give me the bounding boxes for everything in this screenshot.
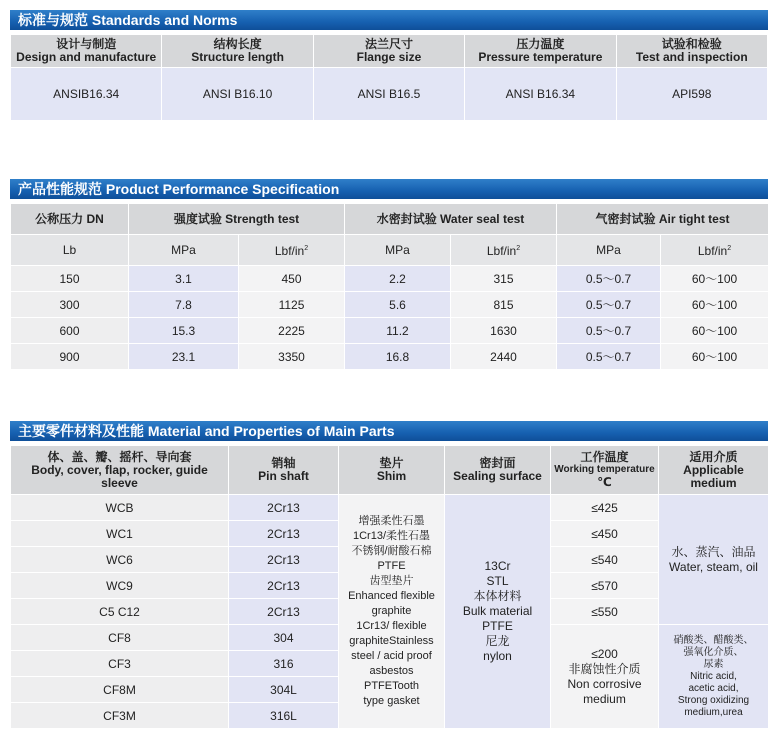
cell: 16.8 [345, 344, 451, 370]
shim-line: PTFE [377, 560, 406, 572]
cell: 60～100 [661, 292, 769, 318]
value-structure: ANSI B16.10 [162, 68, 313, 121]
performance-title: 产品性能规范 Product Performance Specification [18, 181, 340, 197]
cell: 5.6 [345, 292, 451, 318]
cell: 0.5～0.7 [557, 318, 661, 344]
medium-upper-cell [659, 495, 769, 625]
unit-lbf-text: Lbf/in [274, 244, 305, 258]
header-strength-test: 强度试验 Strength test [129, 204, 345, 235]
seal-line: 13Cr [484, 559, 511, 573]
temp-value: ≤550 [551, 599, 659, 625]
body-material: CF3M [11, 703, 229, 729]
shim-line: PTFETooth [363, 680, 420, 692]
temp-lower-line: ≤200 [591, 646, 618, 661]
header-nominal-pressure: 公称压力 DN [11, 204, 129, 235]
cell: 11.2 [345, 318, 451, 344]
header-pressure-temp-en: Pressure temperature [478, 50, 603, 64]
header-test [616, 35, 767, 68]
header-pin [229, 446, 339, 495]
header-pressure-temp [465, 35, 616, 68]
header-water-seal-test: 水密封试验 Water seal test [345, 204, 557, 235]
header-air-tight-test: 气密封试验 Air tight test [557, 204, 769, 235]
pin-material: 2Cr13 [229, 521, 339, 547]
cell: 60～100 [661, 344, 769, 370]
seal-line: PTFE [482, 619, 513, 633]
value-pressure-temp: ANSI B16.34 [465, 68, 616, 121]
seal-line: nylon [483, 649, 512, 663]
shim-line: Enhanced flexible [348, 590, 435, 602]
medium-line: acetic acid, [688, 682, 739, 694]
standards-title: 标准与规范 Standards and Norms [18, 12, 238, 28]
standards-banner [10, 10, 768, 30]
header-design-cn: 设计与制造 [56, 37, 117, 51]
shim-line: 1Cr13/ flexible [356, 620, 427, 632]
cell: 60～100 [661, 266, 769, 292]
pin-material: 2Cr13 [229, 573, 339, 599]
cell: 150 [11, 266, 129, 292]
body-material: WC6 [11, 547, 229, 573]
unit-lbf-water [451, 235, 557, 266]
unit-lbf-text: Lbf/in [486, 244, 517, 258]
unit-sup: 2 [516, 245, 521, 252]
table-row [11, 318, 769, 344]
seal-line: Bulk material [462, 604, 533, 618]
medium-line: 强氧化介质、 [683, 646, 744, 658]
header-structure-en: Structure length [191, 50, 284, 64]
shim-line: 增强柔性石墨 [358, 515, 425, 527]
table-row [11, 495, 769, 521]
performance-table [10, 203, 769, 370]
header-temp-unit: ℃ [597, 475, 612, 489]
header-temp-cn: 工作温度 [580, 450, 629, 464]
header-shim-cn: 垫片 [379, 456, 404, 470]
header-seal-cn: 密封面 [479, 456, 516, 470]
header-medium-en: Applicable medium [683, 462, 744, 490]
unit-lbf-strength [239, 235, 345, 266]
cell: 7.8 [129, 292, 239, 318]
header-design [11, 35, 162, 68]
header-test-en: Test and inspection [635, 50, 748, 64]
body-material: CF8M [11, 677, 229, 703]
materials-title: 主要零件材料及性能 Material and Properties of Main Parts [18, 423, 395, 439]
unit-lb: Lb [11, 235, 129, 266]
cell: 23.1 [129, 344, 239, 370]
value-design: ANSIB16.34 [11, 68, 162, 121]
temp-value: ≤540 [551, 547, 659, 573]
unit-mpa-water: MPa [345, 235, 451, 266]
medium-line: Nitric acid, [690, 670, 737, 682]
cell: 0.5～0.7 [557, 344, 661, 370]
seal-cell [445, 495, 551, 729]
header-body-cn: 体、盖、瓣、摇杆、导向套 [47, 449, 192, 464]
materials-banner [10, 421, 768, 441]
temp-lower-line: 非腐蚀性介质 [568, 661, 641, 676]
header-pin-en: Pin shaft [258, 469, 309, 483]
medium-line: 尿素 [703, 658, 724, 670]
shim-line: graphite [371, 605, 412, 617]
cell: 2440 [451, 344, 557, 370]
cell: 15.3 [129, 318, 239, 344]
table-row [11, 344, 769, 370]
shim-line: type gasket [363, 695, 420, 707]
seal-line: STL [486, 574, 509, 588]
cell: 450 [239, 266, 345, 292]
body-material: WC9 [11, 573, 229, 599]
medium-lower-cell [659, 625, 769, 729]
value-test: API598 [616, 68, 767, 121]
medium-line: medium,urea [684, 706, 743, 718]
medium-line: Strong oxidizing [677, 694, 750, 706]
header-pressure-temp-cn: 压力温度 [516, 37, 565, 51]
header-structure-cn: 结构长度 [213, 37, 262, 51]
cell: 1125 [239, 292, 345, 318]
header-medium-cn: 适用介质 [689, 449, 738, 464]
cell: 0.5～0.7 [557, 266, 661, 292]
cell: 3350 [239, 344, 345, 370]
pin-material: 2Cr13 [229, 547, 339, 573]
shim-cell [339, 495, 445, 729]
body-material: CF3 [11, 651, 229, 677]
header-shim-en: Shim [376, 469, 407, 483]
seal-line: 尼龙 [485, 634, 510, 648]
value-flange: ANSI B16.5 [313, 68, 464, 121]
body-material: CF8 [11, 625, 229, 651]
shim-line: asbestos [369, 665, 414, 677]
seal-line: 本体材料 [473, 589, 522, 603]
body-material: C5 C12 [11, 599, 229, 625]
cell: 315 [451, 266, 557, 292]
header-flange-en: Flange size [356, 50, 422, 64]
temp-value: ≤570 [551, 573, 659, 599]
header-design-en: Design and manufacture [16, 50, 157, 64]
unit-mpa-air: MPa [557, 235, 661, 266]
cell: 2.2 [345, 266, 451, 292]
shim-line: graphiteStainless [349, 635, 434, 647]
unit-lbf-air [661, 235, 769, 266]
medium-line: Water, steam, oil [669, 559, 758, 574]
pin-material: 316 [229, 651, 339, 677]
unit-mpa-strength: MPa [129, 235, 239, 266]
cell: 0.5～0.7 [557, 292, 661, 318]
temp-lower-line: medium [583, 691, 626, 706]
table-row [11, 266, 769, 292]
shim-line: 不锈钢/耐酸石棉 [351, 545, 432, 557]
pin-material: 2Cr13 [229, 495, 339, 521]
cell: 600 [11, 318, 129, 344]
cell: 3.1 [129, 266, 239, 292]
body-material: WC1 [11, 521, 229, 547]
pin-material: 304 [229, 625, 339, 651]
cell: 815 [451, 292, 557, 318]
header-pin-cn: 销轴 [271, 456, 296, 470]
header-test-cn: 试验和检验 [661, 37, 722, 51]
table-row [11, 292, 769, 318]
header-structure [162, 35, 313, 68]
shim-line: 齿型垫片 [369, 575, 414, 587]
unit-sup: 2 [304, 245, 309, 252]
header-flange [313, 35, 464, 68]
cell: 300 [11, 292, 129, 318]
header-seal [445, 446, 551, 495]
shim-line: 1Cr13/柔性石墨 [352, 530, 431, 542]
header-body-en: Body, cover, flap, rocker, guide sleeve [31, 462, 208, 490]
pin-material: 316L [229, 703, 339, 729]
unit-sup: 2 [727, 245, 732, 252]
cell: 1630 [451, 318, 557, 344]
temp-lower-cell [551, 625, 659, 729]
pin-material: 2Cr13 [229, 599, 339, 625]
header-temp [551, 446, 659, 495]
body-material: WCB [11, 495, 229, 521]
unit-lbf-text: Lbf/in [697, 244, 728, 258]
cell: 60～100 [661, 318, 769, 344]
shim-line: steel / acid proof [351, 650, 432, 662]
cell: 2225 [239, 318, 345, 344]
performance-banner [10, 179, 768, 199]
materials-table [10, 445, 769, 729]
header-medium [659, 446, 769, 495]
medium-line: 硝酸类、醋酸类、 [673, 634, 754, 646]
cell: 900 [11, 344, 129, 370]
header-flange-cn: 法兰尺寸 [364, 37, 413, 51]
temp-value: ≤425 [551, 495, 659, 521]
standards-table [10, 34, 768, 121]
temp-value: ≤450 [551, 521, 659, 547]
header-seal-en: Sealing surface [453, 469, 542, 483]
medium-line: 水、蒸汽、油品 [671, 544, 756, 559]
header-body [11, 446, 229, 495]
pin-material: 304L [229, 677, 339, 703]
header-temp-en: Working temperature [554, 464, 655, 475]
temp-lower-line: Non corrosive [567, 676, 642, 691]
header-shim [339, 446, 445, 495]
